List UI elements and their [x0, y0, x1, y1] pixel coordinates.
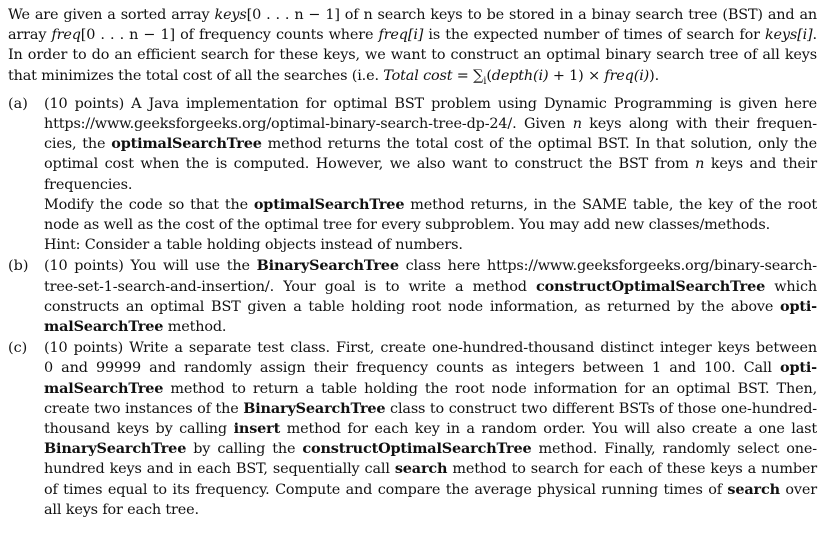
- intro-line-2: array freq[0 . . . n − 1] of frequency counts where freq[i] is the expected number of times of search for keys[i].: [8, 27, 817, 44]
- part-c: [8, 338, 817, 520]
- part-c-line-3: malSearchTree method to return a table holding the root node information for an optimal BST. Then,: [44, 379, 817, 397]
- part-c-line-2: 0 and 99999 and randomly assign their frequency counts as integers between 1 and 100. Call opti-: [44, 359, 817, 377]
- part-c-label: (c): [8, 340, 28, 357]
- intro-line-1: We are given a sorted array keys[0 . . . n − 1] of n search keys to be stored in a binay search tree (BST) and an: [8, 7, 817, 23]
- part-c-line-5: thousand keys by calling insert method for each key in a random order. You will also create a one last: [44, 419, 817, 437]
- part-a-line-5: frequencies.: [44, 176, 133, 193]
- part-a-para2-line-1: Modify the code so that the optimalSearchTree method returns, in the SAME table, the key of the root: [44, 195, 817, 213]
- intro-line-3: In order to do an efficient search for these keys, we want to construct an optimal binary search tree of all keys: [8, 47, 817, 64]
- part-c-line-7: hundred keys and in each BST, sequentially call search method to search for each of these keys a number: [44, 460, 817, 478]
- part-a-line-1: (10 points) A Java implementation for optimal BST problem using Dynamic Programming is given here: [44, 95, 817, 112]
- part-c-line-4: create two instances of the BinarySearchTree class to construct two different BSTs of those one-hundred-: [44, 399, 817, 417]
- part-c-line-9: all keys for each tree.: [44, 501, 199, 518]
- part-a-para2-line-2: node as well as the cost of the optimal tree for every subproblem. You may add new classes/methods.: [44, 216, 771, 233]
- part-a: [8, 94, 817, 256]
- part-a-line-3: cies, the optimalSearchTree method returns the total cost of the optimal BST. In that solution, only the: [44, 135, 818, 153]
- part-c-line-1: (10 points) Write a separate test class. First, create one-hundred-thousand distinct integer keys between: [44, 340, 817, 357]
- part-b-line-4: malSearchTree method.: [44, 317, 227, 335]
- part-a-line-4: optimal cost when the is computed. However, we also want to construct the BST from n keys and their: [44, 156, 817, 173]
- part-c-line-6: BinarySearchTree by calling the constructOptimalSearchTree method. Finally, randomly select one-: [44, 440, 817, 458]
- part-c-line-8: of times equal to its frequency. Compute and compare the average physical running times of search over: [44, 480, 817, 498]
- intro-paragraph: [8, 5, 817, 92]
- part-b-line-3: constructs an optimal BST given a table holding root node information, as returned by the above opti-: [44, 297, 817, 315]
- part-a-hint: Hint: Consider a table holding objects instead of numbers.: [44, 237, 463, 254]
- part-b-label: (b): [8, 258, 29, 275]
- part-a-line-2: https://www.geeksforgeeks.org/optimal-binary-search-tree-dp-24/. Given n keys along with their frequen-: [44, 115, 818, 132]
- part-b-line-2: tree-set-1-search-and-insertion/. Your goal is to write a method constructOptimalSearchTree which: [44, 277, 817, 295]
- part-a-label: (a): [8, 95, 28, 112]
- intro-line-4: that minimizes the total cost of all the searches (i.e. Total $\cos t = \sum_i(depth(i) + 1)$ × freq(i)).: [8, 67, 660, 87]
- part-b: [8, 256, 817, 337]
- part-b-line-1: (10 points) You will use the BinarySearchTree class here https://www.geeksforgeeks.org/binary-search-: [44, 257, 817, 275]
